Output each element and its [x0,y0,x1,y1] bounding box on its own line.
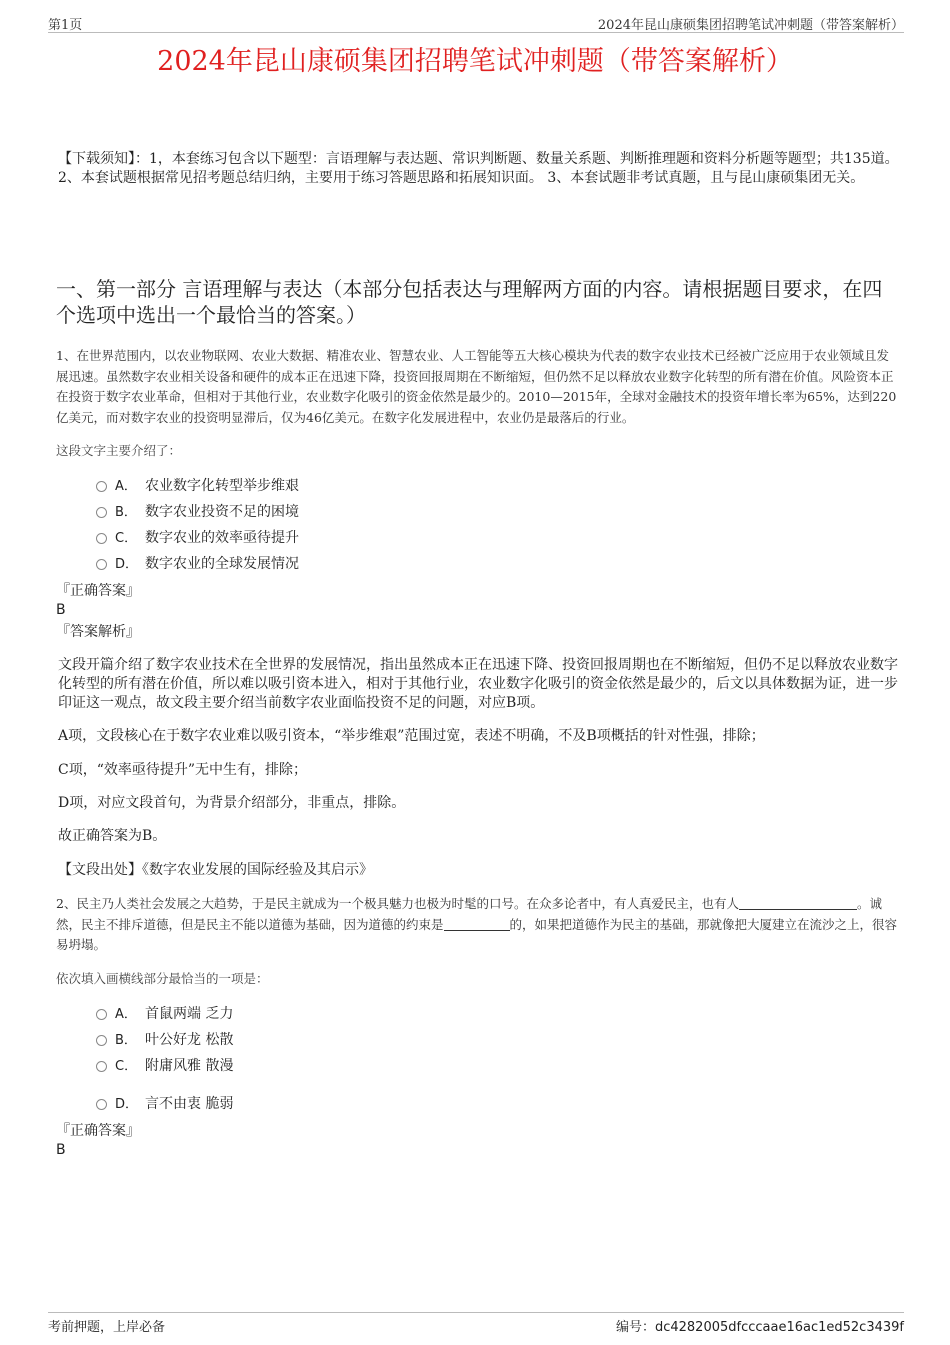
radio-icon[interactable] [96,1035,107,1046]
footer-code-value: dc4282005dfcccaae16ac1ed52c3439f [654,1320,904,1335]
option-letter: D． [115,557,139,572]
q2-answer-label: 『正确答案』 [56,1123,140,1139]
radio-icon[interactable] [96,533,107,544]
q1-option-d[interactable] [96,555,299,574]
q2-option-b[interactable] [96,1031,233,1050]
q1-analysis-label: 『答案解析』 [56,624,140,640]
radio-icon[interactable] [96,1099,107,1110]
q2-option-c[interactable] [96,1057,233,1076]
option-text: 农业数字化转型举步维艰 [145,478,299,494]
radio-icon[interactable] [96,1009,107,1020]
option-letter: B． [115,1033,137,1048]
q1-option-c[interactable] [96,529,299,548]
footer-slogan: 考前押题，上岸必备 [48,1320,166,1335]
q1-analysis-conclusion: 故正确答案为B。 [58,828,167,844]
radio-icon[interactable] [96,481,107,492]
option-text: 叶公好龙 松散 [145,1032,234,1048]
page-footer [48,1312,904,1335]
option-text: 数字农业投资不足的困境 [145,504,299,520]
q1-option-b[interactable] [96,503,299,522]
q2-text-part-1: 2、民主乃人类社会发展之大趋势，于是民主就成为一个极具魅力也极为时髦的口号。在众多论者中，有人真爱民主，也有人 [56,896,739,911]
page-header [48,14,904,33]
q1-option-a[interactable] [96,477,299,496]
footer-code-label: 编号： [615,1320,655,1335]
q2-option-a[interactable] [96,1005,233,1024]
footer-code [616,1316,904,1335]
radio-icon[interactable] [96,507,107,518]
q2-option-d[interactable] [96,1095,233,1114]
option-letter: B． [115,505,137,520]
q2-text-part-2: 。诚然，民主不排斥道德，但是民主不能以道德为基础，因为道德的约束是 [56,896,882,932]
radio-icon[interactable] [96,1061,107,1072]
question-1-text: 1、在世界范围内，以农业物联网、农业大数据、精准农业、智慧农业、人工智能等五大核心模块为代表的数字农业技术已经被广泛应用于农业领域且发展迅速。虽然数字农业相关设备和硬件的成本正在迅速下降，投资回报周期在不断缩短，但仍然不足以释放农业数字化转型的所有潜在价值。风险资本正在投资于数字农业革命，但相对于其他行业，农业数字化吸引的资金依然是最少的。2010—2015年，全球对金融技术的投资年增长率为65%，达到220亿美元，而对数字农业的投资明显滞后，仅为46亿美元。在数字化发展进程中，农业仍是最落后的行业。 [56,348,897,425]
q1-answer-label: 『正确答案』 [56,583,140,599]
option-text: 数字农业的全球发展情况 [145,556,299,572]
q2-text-part-3: 的，如果把道德作为民主的基础，那就像把大厦建立在流沙之上，很容易坍塌。 [56,916,898,952]
q1-answer: B [56,602,66,618]
document-title: 2024年昆山康硕集团招聘笔试冲刺题（带答案解析） [157,46,793,77]
option-text: 首鼠两端 乏力 [145,1006,234,1022]
header-doc-title: 2024年昆山康硕集团招聘笔试冲刺题（带答案解析） [597,18,904,33]
question-1-prompt: 这段文字主要介绍了： [56,443,182,458]
q1-analysis-paragraph: 文段开篇介绍了数字农业技术在全世界的发展情况，指出虽然成本正在迅速下降、投资回报周期也在不断缩短，但仍不足以释放农业数字化转型的所有潜在价值，所以难以吸引资本进入，相对于其他行业，农业数字化吸引的资金依然是最少的，后文以具体数据为证，进一步印证这一观点，故文段主要介绍当前数字农业面临投资不足的问题，对应B项。 [58,657,898,711]
q1-source: 【文段出处】《数字农业发展的国际经验及其启示》 [58,862,373,878]
question-2-prompt: 依次填入画横线部分最恰当的一项是： [56,971,269,986]
q1-analysis-d: D项，对应文段首句，为背景介绍部分，非重点，排除。 [58,795,406,811]
radio-icon[interactable] [96,559,107,570]
download-notice: 【下载须知】：1，本套练习包含以下题型：言语理解与表达题、常识判断题、数量关系题、判断推理题和资料分析题等题型；共135道。 2、本套试题根据常见招考题总结归纳，主要用于练习答题思路和拓展知识面。 3、本套试题非考试真题，且与昆山康硕集团无关。 [58,151,899,186]
option-text: 言不由衷 脆弱 [145,1096,234,1112]
option-text: 附庸风雅 散漫 [145,1058,234,1074]
option-letter: A． [115,1007,137,1022]
q1-analysis-c: C项，“效率亟待提升”无中生有，排除； [58,762,308,778]
fill-blank-2[interactable] [444,930,510,931]
fill-blank-1[interactable] [739,909,857,910]
option-text: 数字农业的效率亟待提升 [145,530,299,546]
q2-answer: B [56,1142,66,1158]
q1-analysis-a: A项，文段核心在于数字农业难以吸引资本，“举步维艰”范围过宽，表述不明确，不及B项概括的针对性强，排除； [58,728,765,744]
option-letter: C． [115,531,138,546]
option-letter: A． [115,479,137,494]
page-number: 第1页 [48,18,83,33]
option-letter: C． [115,1059,138,1074]
option-letter: D． [115,1097,139,1112]
question-2-text [56,894,898,956]
section-heading: 一、第一部分 言语理解与表达（本部分包括表达与理解两方面的内容。请根据题目要求，在四个选项中选出一个最恰当的答案。） [56,277,883,327]
